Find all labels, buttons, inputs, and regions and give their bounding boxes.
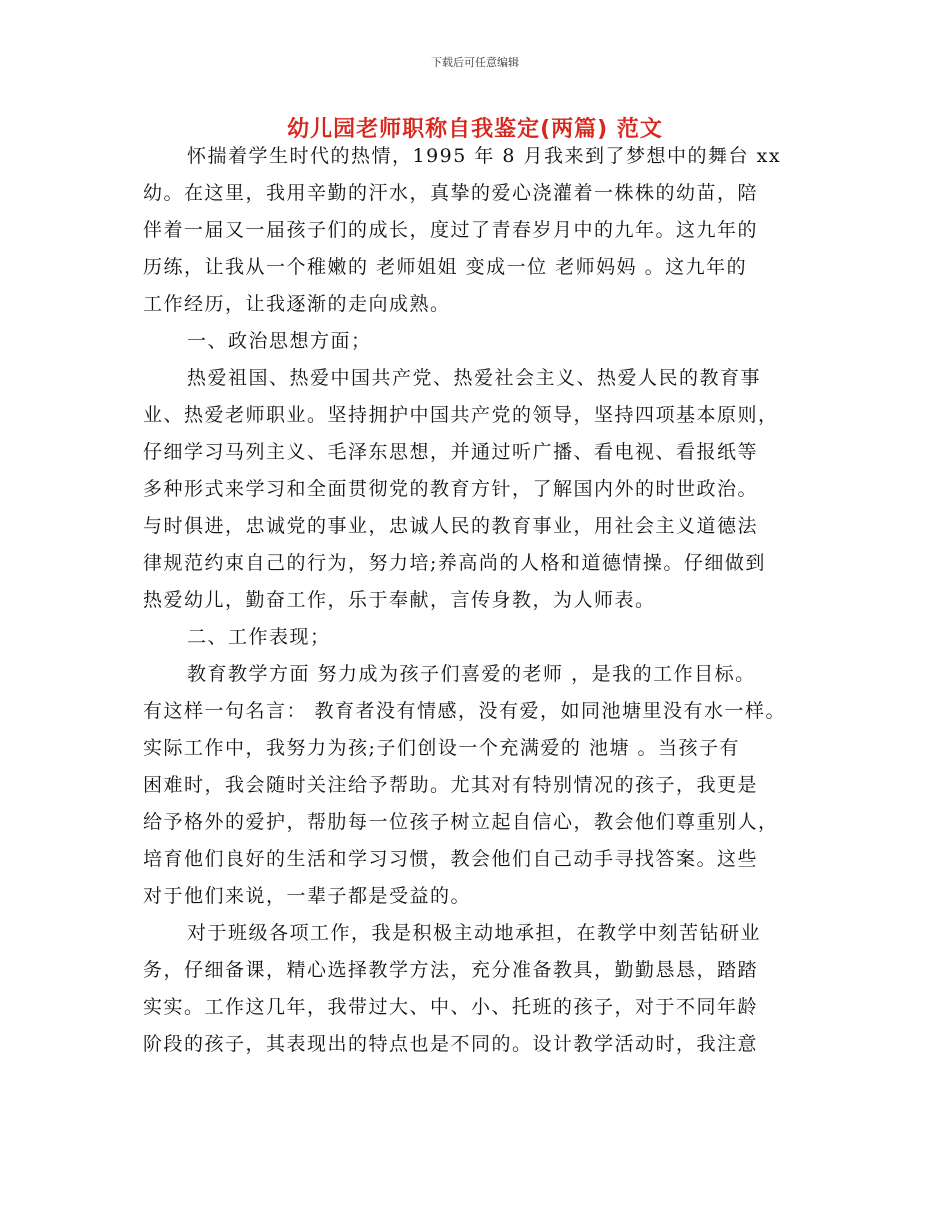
section-heading: 一、政治思想方面；	[187, 330, 372, 352]
body-line: 仔细学习马列主义、毛泽东思想，并通过听广播、看电视、看报纸等	[143, 441, 759, 463]
body-line: 热爱幼儿，勤奋工作，乐于奉献，言传身教，为人师表。	[143, 589, 656, 611]
body-line: 热爱祖国、热爱中国共产党、热爱社会主义、热爱人民的教育事	[187, 367, 762, 389]
page-header-note: 下载后可任意编辑	[431, 56, 519, 69]
body-line: 对于班级各项工作，我是积极主动地承担，在教学中刻苦钻研业	[187, 922, 762, 944]
body-line: 工作经历，让我逐渐的走向成熟。	[143, 293, 451, 315]
body-line: 伴着一届又一届孩子们的成长，度过了青春岁月中的九年。这九年的	[143, 219, 759, 241]
body-line: 实际工作中，我努力为孩;子们创设一个充满爱的 池塘 。当孩子有	[143, 737, 740, 759]
document-title: 幼儿园老师职称自我鉴定(两篇) 范文	[287, 117, 663, 142]
body-line: 给予格外的爱护，帮肋每一位孩子树立起自信心，教会他们尊重别人，	[143, 811, 779, 833]
body-line: 多种形式来学习和全面贯彻党的教育方针，了解国内外的时世政治。	[143, 478, 759, 500]
body-line: 对于他们来说，一辈子都是受益的。	[143, 885, 472, 907]
body-line: 历练，让我从一个稚嫩的 老师姐姐 变成一位 老师妈妈 。这九年的	[143, 256, 748, 278]
section-heading: 二、工作表现；	[187, 626, 331, 648]
body-line: 教育教学方面 努力成为孩子们喜爱的老师 ，是我的工作目标。	[187, 663, 756, 685]
body-line: 实实。工作这几年，我带过大、中、小、托班的孩子，对于不同年龄	[143, 996, 759, 1018]
body-line: 律规范约束自己的行为，努力培;养高尚的人格和道德情操。仔细做到	[143, 552, 766, 574]
body-line: 有这样一句名言： 教育者没有情感，没有爱，如同池塘里没有水一样。	[143, 700, 787, 722]
body-line: 业、热爱老师职业。坚持拥护中国共产党的领导，坚持四项基本原则，	[143, 404, 779, 426]
document-body	[143, 138, 813, 1063]
body-line: 困难时，我会随时关注给予帮助。尤其对有特别情况的孩子，我更是	[143, 774, 759, 796]
body-line: 怀揣着学生时代的热情，1995 年 8 月我来到了梦想中的舞台 xx	[187, 145, 782, 167]
body-line: 幼。在这里，我用辛勤的汗水，真挚的爱心浇灌着一株株的幼苗，陪	[143, 182, 759, 204]
body-line: 务，仔细备课，精心选择教学方法，充分准备教具，勤勤恳恳，踏踏	[143, 959, 759, 981]
body-line: 培育他们良好的生活和学习习惯，教会他们自己动手寻找答案。这些	[143, 848, 759, 870]
body-line: 与时俱进，忠诚党的事业，忠诚人民的教育事业，用社会主义道德法	[143, 515, 759, 537]
body-line: 阶段的孩子，其表现出的特点也是不同的。设计教学活动时，我注意	[143, 1033, 759, 1055]
